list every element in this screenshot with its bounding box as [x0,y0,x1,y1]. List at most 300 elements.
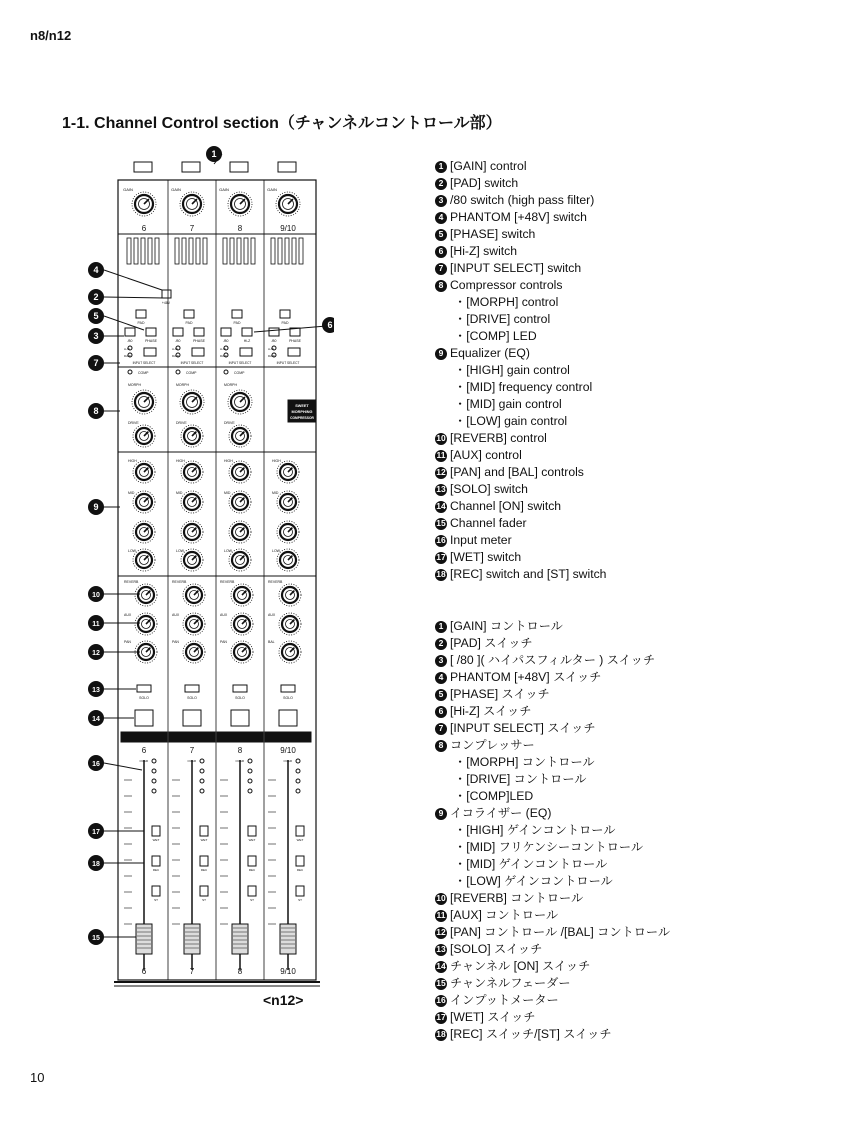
fader-knob [184,924,200,954]
meter-led [296,759,300,763]
rear-connector [223,238,227,264]
legend-text: [PAN] コントロール /[BAL] コントロール [450,925,671,939]
st-label: ST [250,898,254,902]
meter-led [248,769,252,773]
legend-jp-item [435,635,670,652]
phase-switch [194,328,204,336]
legend-text: [PAD] スイッチ [450,636,533,650]
legend-jp-item [435,720,670,737]
legend-jp-item [435,1009,670,1026]
wet-label: WET [200,838,208,842]
hiz-switch [242,328,252,336]
page-header: n8/n12 [30,28,72,43]
callout-number-badge: 18 [436,1029,446,1039]
solo-label: SOLO [235,696,245,700]
legend-en-item [435,192,606,209]
legend-text: [PHASE] switch [450,227,536,241]
hpf-label: /80 [271,339,277,343]
legend-jp-item [435,669,670,686]
legend-text: [REC] switch and [ST] switch [450,567,607,581]
legend-text: [SOLO] スイッチ [450,942,543,956]
hpf-switch [125,328,135,336]
meter-led [152,779,156,783]
comp-led [224,370,228,374]
legend-en-item [435,396,606,413]
rec-label: REC [296,868,304,872]
callout-number-badge: 10 [436,893,446,903]
callout-number-badge: 3 [435,195,447,207]
reverb-label: REVERB [124,580,139,584]
legend-text: ・ [COMP]LED [466,789,534,803]
meter-led [248,789,252,793]
callout-number-badge: 11 [436,910,446,920]
channel-number-mid: 9/10 [280,746,296,755]
high-label: HIGH [176,459,185,463]
legend-text: チャンネルフェーダー [450,976,571,990]
input-select-switch [144,348,156,356]
st-label: ST [202,898,206,902]
rear-connector [237,238,241,264]
channel-number-bottom: 8 [237,967,243,976]
callout-number-badge: 7 [435,263,447,275]
over-label: OVER [235,759,244,763]
legend-jp-item [435,754,670,771]
phase-label: PHASE [193,339,205,343]
fader-knob [232,924,248,954]
aux-label: AUX [172,613,180,617]
meter-led [152,789,156,793]
rec-label: REC [248,868,256,872]
rear-connector [278,238,282,264]
legend-jp-item [435,958,670,975]
legend-text: [WET] switch [450,550,522,564]
solo-switch [281,685,295,692]
input-select-label: INPUT SELECT [132,361,156,365]
channel-number-mid: 7 [189,746,195,755]
gain-label: GAIN [267,187,277,192]
legend-jp-item [435,1026,670,1043]
legend-text: ・ [COMP] LED [466,329,537,343]
hpf-switch [173,328,183,336]
callout-number-badge: 9 [435,808,447,820]
wet-label: WET [248,838,256,842]
meter-led [248,759,252,763]
legend-en-item [435,294,606,311]
legend-en-item [435,447,606,464]
legend-text: Channel [ON] switch [450,499,562,513]
legend-text: [AUX] コントロール [450,908,559,922]
legend-text: /80 switch (high pass filter) [450,193,595,207]
callout-number-badge: 5 [435,689,447,701]
legend-text: [REVERB] control [450,431,547,445]
meter-led [296,769,300,773]
legend-text: ・ [DRIVE] control [466,312,551,326]
rear-connector [299,238,303,264]
meter-led [296,779,300,783]
callout-number-badge: 4 [435,672,447,684]
gain-label: GAIN [219,187,229,192]
callout-number-badge: 13 [436,944,446,954]
callout-number: 13 [92,687,100,694]
mid-label: MID [224,491,231,495]
legend-en-item [435,362,606,379]
legend-text: ・ [HIGH] gain control [466,363,570,377]
phase-label: PHASE [289,339,301,343]
callout-number: 7 [93,358,99,368]
input-jack [134,162,152,172]
legend-text: [Hi-Z] switch [450,244,518,258]
rear-connector [244,238,248,264]
a-in-label: A-IN [220,347,226,351]
over-label: OVER [187,759,196,763]
drive-label: DRIVE [176,421,187,425]
rear-connector [175,238,179,264]
mixer-frame [118,180,316,980]
channel-number-mid: 6 [141,746,147,755]
meter-led [200,759,204,763]
input-select-switch [240,348,252,356]
legend-en-item [435,532,606,549]
hpf-switch [269,328,279,336]
comp-label: COMP [186,371,197,375]
a-in-label: A-IN [172,347,178,351]
phantom-switch [162,290,171,298]
low-label: LOW [128,549,136,553]
callout-leader [104,297,164,298]
comp-led [176,370,180,374]
low-label: LOW [176,549,184,553]
meter-led [200,789,204,793]
legend-jp-item [435,907,670,924]
callout-number: 15 [92,935,100,942]
wet-switch [200,826,208,836]
legend-jp-item [435,941,670,958]
input-jack [230,162,248,172]
reverb-label: REVERB [172,580,187,584]
low-label: LOW [224,549,232,553]
pad-switch [184,310,194,318]
pad-label: PAD [185,321,193,325]
input-select-switch [192,348,204,356]
channel-name-strip [121,732,167,742]
rec-switch [296,856,304,866]
callout-number-badge: 14 [436,961,446,971]
hpf-label: /80 [127,339,133,343]
compressor-label: COMPRESSOR [290,416,314,420]
channel-name-strip [217,732,263,742]
pad-label: PAD [233,321,241,325]
phantom-label: +48V [161,301,171,305]
solo-switch [137,685,151,692]
rear-connector [271,238,275,264]
a-in-label: A-IN [268,347,274,351]
callout-leader [104,763,142,770]
comp-label: COMP [234,371,245,375]
channel-name-strip [169,732,215,742]
legend-jp-item [435,992,670,1009]
legend-jp-item [435,924,670,941]
rear-connector [148,238,152,264]
mid-label: MID [272,491,279,495]
morph-label: MORPH [176,383,190,387]
drive-label: DRIVE [128,421,139,425]
rear-connector [251,238,255,264]
callout-number-badge: 11 [436,450,446,460]
legend-en-item [435,345,606,362]
legend-text: Input meter [450,533,512,547]
hpf-switch [221,328,231,336]
rear-connector [155,238,159,264]
pan-label: PAN [124,640,131,644]
channel-strip-diagram [84,140,334,1010]
rec-label: REC [152,868,160,872]
legend-text: Equalizer (EQ) [450,346,530,360]
legend-en-item [435,158,606,175]
legend-en-item [435,243,606,260]
legend-text: ・ [MORPH] control [466,295,559,309]
callout-number: 12 [92,650,100,657]
callout-number-badge: 1 [435,621,447,633]
on-switch [279,710,297,726]
callout-number: 17 [92,829,100,836]
pad-label: PAD [281,321,289,325]
legend-en-item [435,549,606,566]
input-select-label: INPUT SELECT [228,361,252,365]
daw-label: DAW [268,354,275,358]
rear-connector [203,238,207,264]
legend-jp-item [435,805,670,822]
on-switch [231,710,249,726]
channel-number-top: 9/10 [280,224,296,233]
callout-number-badge: 13 [436,484,446,494]
channel-number-mid: 8 [237,746,243,755]
channel-number-bottom: 7 [189,967,195,976]
callout-number: 4 [93,265,99,275]
callout-number-badge: 7 [435,723,447,735]
pan-label: PAN [172,640,179,644]
legend-text: [GAIN] control [450,159,527,173]
callout-number: 16 [92,761,100,768]
legend-en-item [435,175,606,192]
legend-en-item [435,277,606,294]
section-title: 1-1. Channel Control section（チャンネルコントロール部） [62,115,502,132]
legend-text: ・ [HIGH] ゲインコントロール [466,823,616,837]
rear-connector [127,238,131,264]
legend-jp-item [435,618,670,635]
legend-text: チャンネル [ON] スイッチ [450,959,591,973]
gain-label: GAIN [123,187,133,192]
callout-number: 3 [93,331,99,341]
legend-text: [SOLO] switch [450,482,528,496]
rec-label: REC [200,868,208,872]
legend-japanese [435,618,670,1043]
legend-en-item [435,209,606,226]
rear-connector [292,238,296,264]
legend-text: Compressor controls [450,278,563,292]
rear-connector [182,238,186,264]
legend-en-item [435,464,606,481]
legend-text: ・ [LOW] gain control [466,414,568,428]
callout-number-badge: 2 [435,178,447,190]
wet-switch [152,826,160,836]
legend-text: [PAN] and [BAL] controls [450,465,584,479]
rear-connector [230,238,234,264]
diagram-caption: <n12> [263,992,304,1008]
daw-label: DAW [124,354,131,358]
legend-text: Channel fader [450,516,527,530]
callout-number-badge: 16 [436,535,446,545]
legend-jp-item [435,788,670,805]
legend-en-item [435,413,606,430]
legend-text: PHANTOM [+48V] switch [450,210,587,224]
callout-number-badge: 4 [435,212,447,224]
on-switch [183,710,201,726]
callout-number-badge: 17 [436,1012,446,1022]
legend-jp-item [435,975,670,992]
low-label: LOW [272,549,280,553]
solo-label: SOLO [187,696,197,700]
rec-switch [152,856,160,866]
legend-en-item [435,566,606,583]
page-number: 10 [30,1070,45,1085]
callout-number: 8 [93,406,99,416]
legend-en-item [435,481,606,498]
legend-en-item [435,311,606,328]
channel-number-top: 7 [189,224,195,233]
legend-text: ・ [MID] frequency control [466,380,593,394]
st-switch [152,886,160,896]
callout-number-badge: 14 [436,501,446,511]
callout-number-badge: 10 [436,433,446,443]
legend-jp-item [435,856,670,873]
input-select-switch [288,348,300,356]
legend-jp-item [435,873,670,890]
mid-label: MID [128,491,135,495]
hpf-label: /80 [175,339,181,343]
morph-label: MORPH [224,383,238,387]
st-switch [200,886,208,896]
channel-name-strip [265,732,311,742]
callout-number-badge: 9 [435,348,447,360]
rear-connector [285,238,289,264]
rear-connector [196,238,200,264]
over-label: OVER [139,759,148,763]
high-label: HIGH [224,459,233,463]
over-label: OVER [283,759,292,763]
meter-led [152,769,156,773]
high-label: HIGH [128,459,137,463]
high-label: HIGH [272,459,281,463]
legend-text: インプットメーター [450,993,559,1007]
st-label: ST [154,898,158,902]
legend-en-item [435,379,606,396]
reverb-label: REVERB [268,580,283,584]
wet-switch [248,826,256,836]
legend-text: ・ [LOW] ゲインコントロール [466,874,613,888]
legend-jp-item [435,822,670,839]
legend-text: [GAIN] コントロール [450,619,563,633]
legend-en-item [435,226,606,243]
legend-jp-item [435,652,670,669]
callout-number-badge: 1 [435,161,447,173]
callout-number-badge: 18 [436,569,446,579]
aux-label: AUX [124,613,132,617]
wet-label: WET [296,838,304,842]
pan-label: BAL [268,640,275,644]
comp-led [128,370,132,374]
pan-label: PAN [220,640,227,644]
legend-jp-item [435,737,670,754]
legend-text: [REC] スイッチ/[ST] スイッチ [450,1027,612,1041]
callout-number: 18 [92,861,100,868]
a-in-label: A-IN [124,347,130,351]
legend-jp-item [435,890,670,907]
mid-label: MID [176,491,183,495]
rear-connector [134,238,138,264]
rec-switch [248,856,256,866]
callout-leader [104,270,162,290]
callout-number-badge: 12 [436,927,446,937]
legend-text: [PAD] switch [450,176,519,190]
callout-number: 11 [92,621,100,628]
legend-en-item [435,515,606,532]
callout-number: 1 [211,149,217,159]
callout-leader [254,325,334,332]
legend-text: イコライザー (EQ) [450,806,552,820]
phase-switch [146,328,156,336]
callout-number-badge: 6 [435,246,447,258]
on-switch [135,710,153,726]
callout-number: 6 [327,320,333,330]
meter-led [152,759,156,763]
meter-led [296,789,300,793]
wet-label: WET [152,838,160,842]
legend-text: [Hi-Z] スイッチ [450,704,532,718]
legend-text: ・ [MID] ゲインコントロール [466,857,608,871]
wet-switch [296,826,304,836]
legend-en-item [435,430,606,447]
callout-number-badge: 17 [436,552,446,562]
morphing-label: MORPHING [291,410,313,414]
legend-text: [PHASE] スイッチ [450,687,550,701]
callout-number-badge: 5 [435,229,447,241]
reverb-label: REVERB [220,580,235,584]
legend-text: [INPUT SELECT] スイッチ [450,721,596,735]
legend-text: [AUX] control [450,448,522,462]
callout-number: 14 [92,716,100,723]
meter-led [200,779,204,783]
callout-number: 5 [93,311,99,321]
legend-jp-item [435,686,670,703]
hpf-label: /80 [223,339,229,343]
daw-label: DAW [172,354,179,358]
callout-number: 9 [93,502,99,512]
rec-switch [200,856,208,866]
gain-label: GAIN [171,187,181,192]
legend-english [435,158,606,583]
legend-jp-item [435,839,670,856]
legend-text: [INPUT SELECT] switch [450,261,582,275]
pad-switch [136,310,146,318]
callout-number: 2 [93,292,99,302]
channel-number-bottom: 9/10 [280,967,296,976]
fader-knob [136,924,152,954]
callout-number-badge: 6 [435,706,447,718]
pad-switch [232,310,242,318]
solo-label: SOLO [139,696,149,700]
callout-number: 10 [92,592,100,599]
pad-switch [280,310,290,318]
